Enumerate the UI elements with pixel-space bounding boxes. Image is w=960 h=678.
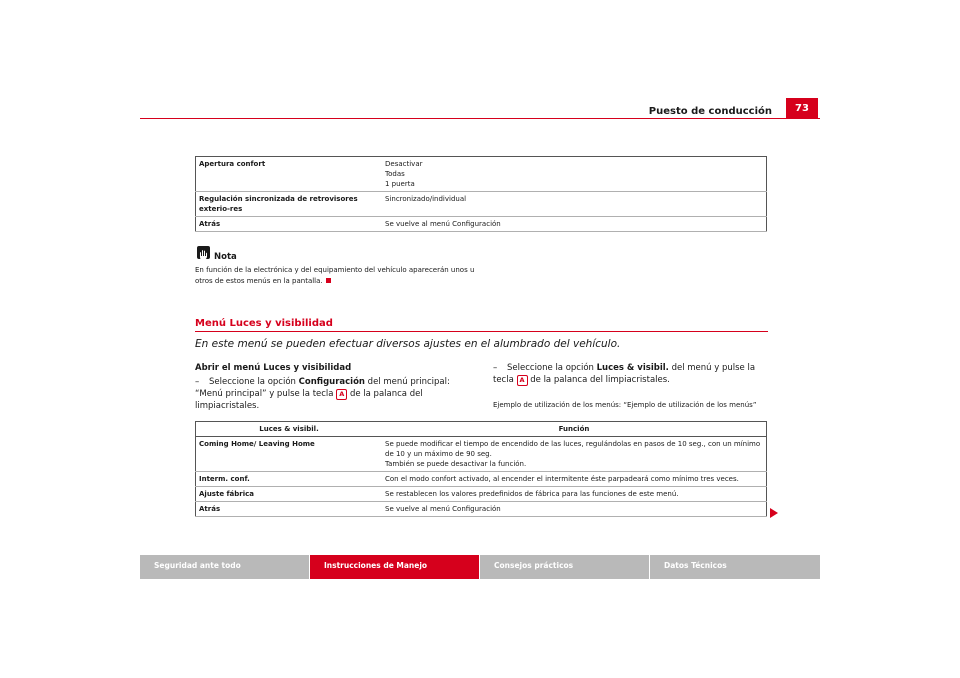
table-row bbox=[196, 472, 767, 487]
value-line: Se vuelve al menú Configuración bbox=[385, 505, 501, 513]
procedure-step-1 bbox=[195, 376, 475, 412]
step-text: Seleccione la opción bbox=[209, 377, 299, 387]
example-caption: Ejemplo de utilización de los menús: “Ejemplo de utilización de los menús” bbox=[493, 401, 757, 409]
table-cell-value bbox=[382, 472, 767, 487]
table-cell-value bbox=[382, 157, 767, 192]
section-divider bbox=[195, 331, 768, 332]
table-header-cell: Función bbox=[382, 422, 767, 437]
table-header-row bbox=[196, 422, 767, 437]
note-body: En función de la electrónica y del equipamiento del vehículo aparecerán unos u otros de estos menús en la pantalla. bbox=[195, 266, 475, 285]
value-line: Sincronizado/individual bbox=[385, 195, 467, 203]
note-text bbox=[195, 265, 485, 287]
footer-tab-consejos[interactable]: Consejos prácticos bbox=[480, 555, 649, 579]
page-number: 73 bbox=[786, 98, 818, 118]
header-divider bbox=[140, 118, 820, 119]
value-line: También se puede desactivar la función. bbox=[385, 460, 527, 468]
step-text: del menú principal: “Menú principal” y pulse la tecla bbox=[195, 377, 450, 399]
table-cell-name: Atrás bbox=[196, 217, 383, 232]
table-cell-value bbox=[382, 217, 767, 232]
table-row bbox=[196, 437, 767, 472]
procedure-heading: Abrir el menú Luces y visibilidad bbox=[195, 363, 352, 373]
value-line: Desactivar bbox=[385, 160, 423, 168]
value-line: Se vuelve al menú Configuración bbox=[385, 220, 501, 228]
value-line: Todas bbox=[385, 170, 405, 178]
note-title: Nota bbox=[214, 252, 237, 262]
table-row bbox=[196, 217, 767, 232]
lights-visibility-table bbox=[195, 421, 767, 517]
comfort-settings-table bbox=[195, 156, 767, 232]
table-cell-name: Coming Home/ Leaving Home bbox=[196, 437, 383, 472]
key-a-icon: A bbox=[517, 375, 528, 386]
procedure-step-2 bbox=[493, 362, 773, 386]
table-cell-name: Atrás bbox=[196, 502, 383, 517]
value-line: Se puede modificar el tiempo de encendido de las luces, regulándolas en pasos de 10 seg., con un mínimo de 10 y un máximo de 90 seg. bbox=[385, 440, 761, 458]
footer-tab-datos[interactable]: Datos Técnicos bbox=[650, 555, 820, 579]
end-marker-icon bbox=[326, 278, 331, 283]
table-cell-name: Regulación sincronizada de retrovisores exterio-res bbox=[196, 192, 383, 217]
table-row bbox=[196, 502, 767, 517]
step-option: Luces & visibil. bbox=[596, 363, 669, 373]
step-dash: – bbox=[195, 377, 200, 387]
step-dash: – bbox=[493, 363, 498, 373]
section-subtitle: En este menú se pueden efectuar diversos ajustes en el alumbrado del vehículo. bbox=[195, 338, 621, 350]
step-option: Configuración bbox=[298, 377, 365, 387]
value-line: Se restablecen los valores predefinidos de fábrica para las funciones de este menú. bbox=[385, 490, 679, 498]
table-header-cell: Luces & visibil. bbox=[196, 422, 383, 437]
table-cell-value bbox=[382, 502, 767, 517]
table-cell-value bbox=[382, 487, 767, 502]
next-page-arrow-icon[interactable] bbox=[770, 508, 778, 518]
key-a-icon: A bbox=[336, 389, 347, 400]
footer-tab-instrucciones[interactable]: Instrucciones de Manejo bbox=[310, 555, 479, 579]
table-row bbox=[196, 157, 767, 192]
table-cell-name: Apertura confort bbox=[196, 157, 383, 192]
table-cell-value bbox=[382, 192, 767, 217]
step-text: de la palanca del limpiacristales. bbox=[527, 375, 670, 385]
value-line: Con el modo confort activado, al encender el intermitente éste parpadeará como mínimo tres veces. bbox=[385, 475, 739, 483]
table-row bbox=[196, 487, 767, 502]
step-text: de la palanca del limpiacristales. bbox=[195, 389, 423, 411]
table-cell-name: Interm. conf. bbox=[196, 472, 383, 487]
note-icon bbox=[197, 246, 210, 259]
section-title: Menú Luces y visibilidad bbox=[195, 318, 333, 329]
footer-tab-seguridad[interactable]: Seguridad ante todo bbox=[140, 555, 309, 579]
table-cell-name: Ajuste fábrica bbox=[196, 487, 383, 502]
table-cell-value bbox=[382, 437, 767, 472]
page-header-title: Puesto de conducción bbox=[648, 106, 772, 117]
step-text: del menú y pulse la tecla bbox=[493, 363, 756, 385]
step-text: Seleccione la opción bbox=[507, 363, 597, 373]
value-line: 1 puerta bbox=[385, 180, 415, 188]
table-row bbox=[196, 192, 767, 217]
